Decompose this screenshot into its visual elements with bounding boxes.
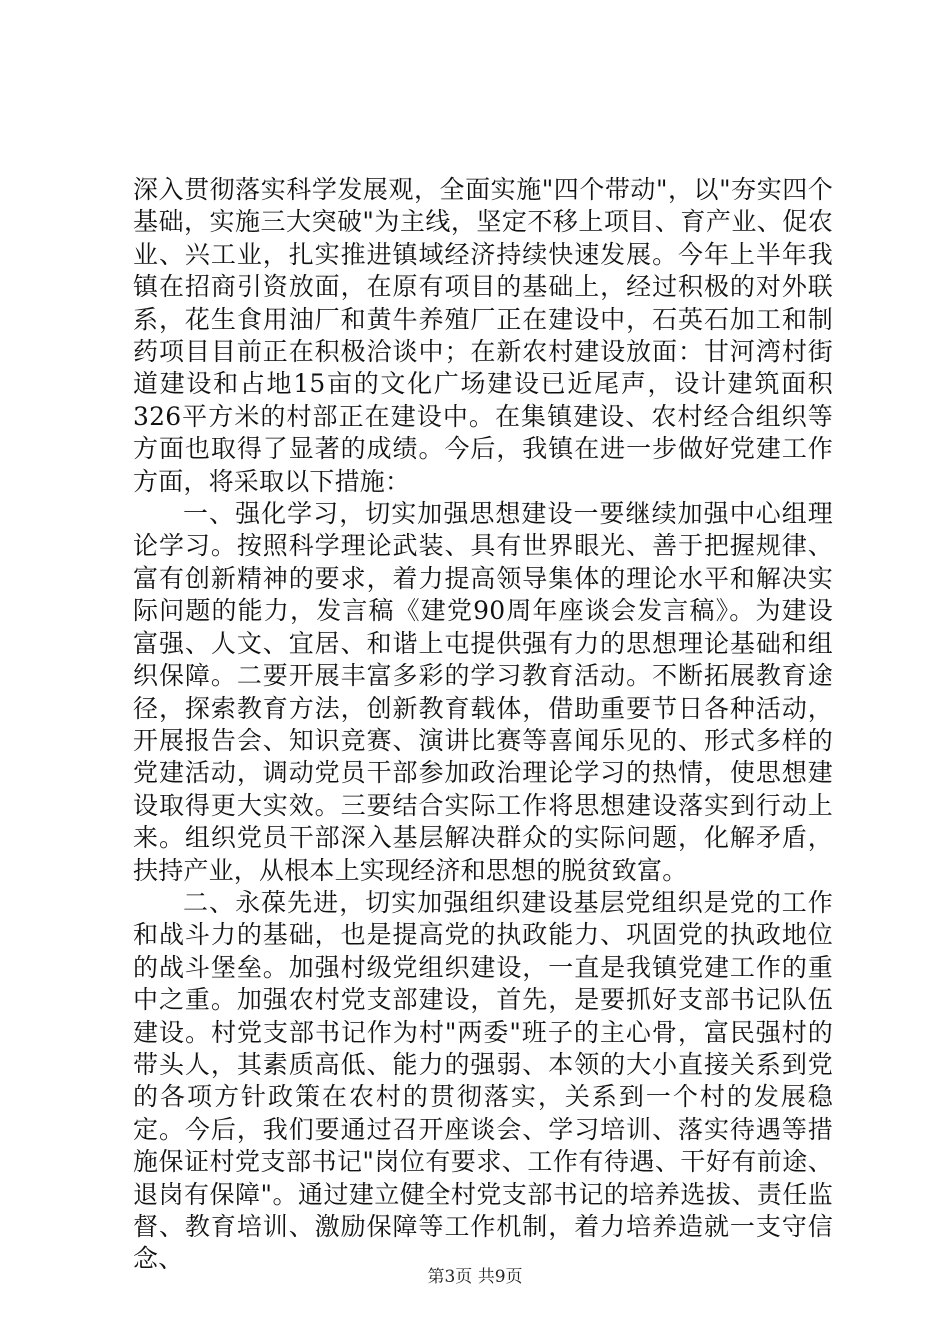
document-body [133,174,833,1276]
paragraph-section-one: 一、强化学习，切实加强思想建设一要继续加强中心组理论学习。按照科学理论武装、具有世界眼光、善于把握规律、富有创新精神的要求，着力提高领导集体的理论水平和解决实际问题的能力，发言稿《建党90周年座谈会发言稿》。为建设富强、人文、宜居、和谐上屯提供强有力的思想理论基础和组织保障。二要开展丰富多彩的学习教育活动。不断拓展教育途径，探索教育方法，创新教育载体，借助重要节日各种活动，开展报告会、知识竞赛、演讲比赛等喜闻乐见的、形式多样的党建活动，调动党员干部参加政治理论学习的热情，使思想建设取得更大实效。三要结合实际工作将思想建设落实到行动上来。组织党员干部深入基层解决群众的实际问题，化解矛盾，扶持产业，从根本上实现经济和思想的脱贫致富。 [133,499,833,885]
paragraph-section-two: 二、永葆先进，切实加强组织建设基层党组织是党的工作和战斗力的基础，也是提高党的执政能力、巩固党的执政地位的战斗堡垒。加强村级党组织建设，一直是我镇党建工作的重中之重。加强农村党支部建设，首先，是要抓好支部书记队伍建设。村党支部书记作为村"两委"班子的主心骨，富民强村的带头人，其素质高低、能力的强弱、本领的大小直接关系到党的各项方针政策在农村的贯彻落实，关系到一个村的发展稳定。今后，我们要通过召开座谈会、学习培训、落实待遇等措施保证村党支部书记"岗位有要求、工作有待遇、干好有前途、退岗有保障"。通过建立健全村党支部书记的培养选拔、责任监督、教育培训、激励保障等工作机制，着力培养造就一支守信念、 [133,887,833,1274]
page-number-footer: 第3页 共9页 [427,1267,523,1287]
paragraph-intro: 深入贯彻落实科学发展观，全面实施"四个带动"，以"夯实四个基础，实施三大突破"为主线，坚定不移上项目、育产业、促农业、兴工业，扎实推进镇域经济持续快速发展。今年上半年我镇在招商引资放面，在原有项目的基础上，经过积极的对外联系，花生食用油厂和黄牛养殖厂正在建设中，石英石加工和制药项目目前正在积极洽谈中；在新农村建设放面：甘河湾村街道建设和占地15亩的文化广场建设已近尾声，设计建筑面积326平方米的村部正在建设中。在集镇建设、农村经合组织等方面也取得了显著的成绩。今后，我镇在进一步做好党建工作方面，将采取以下措施： [133,175,833,496]
